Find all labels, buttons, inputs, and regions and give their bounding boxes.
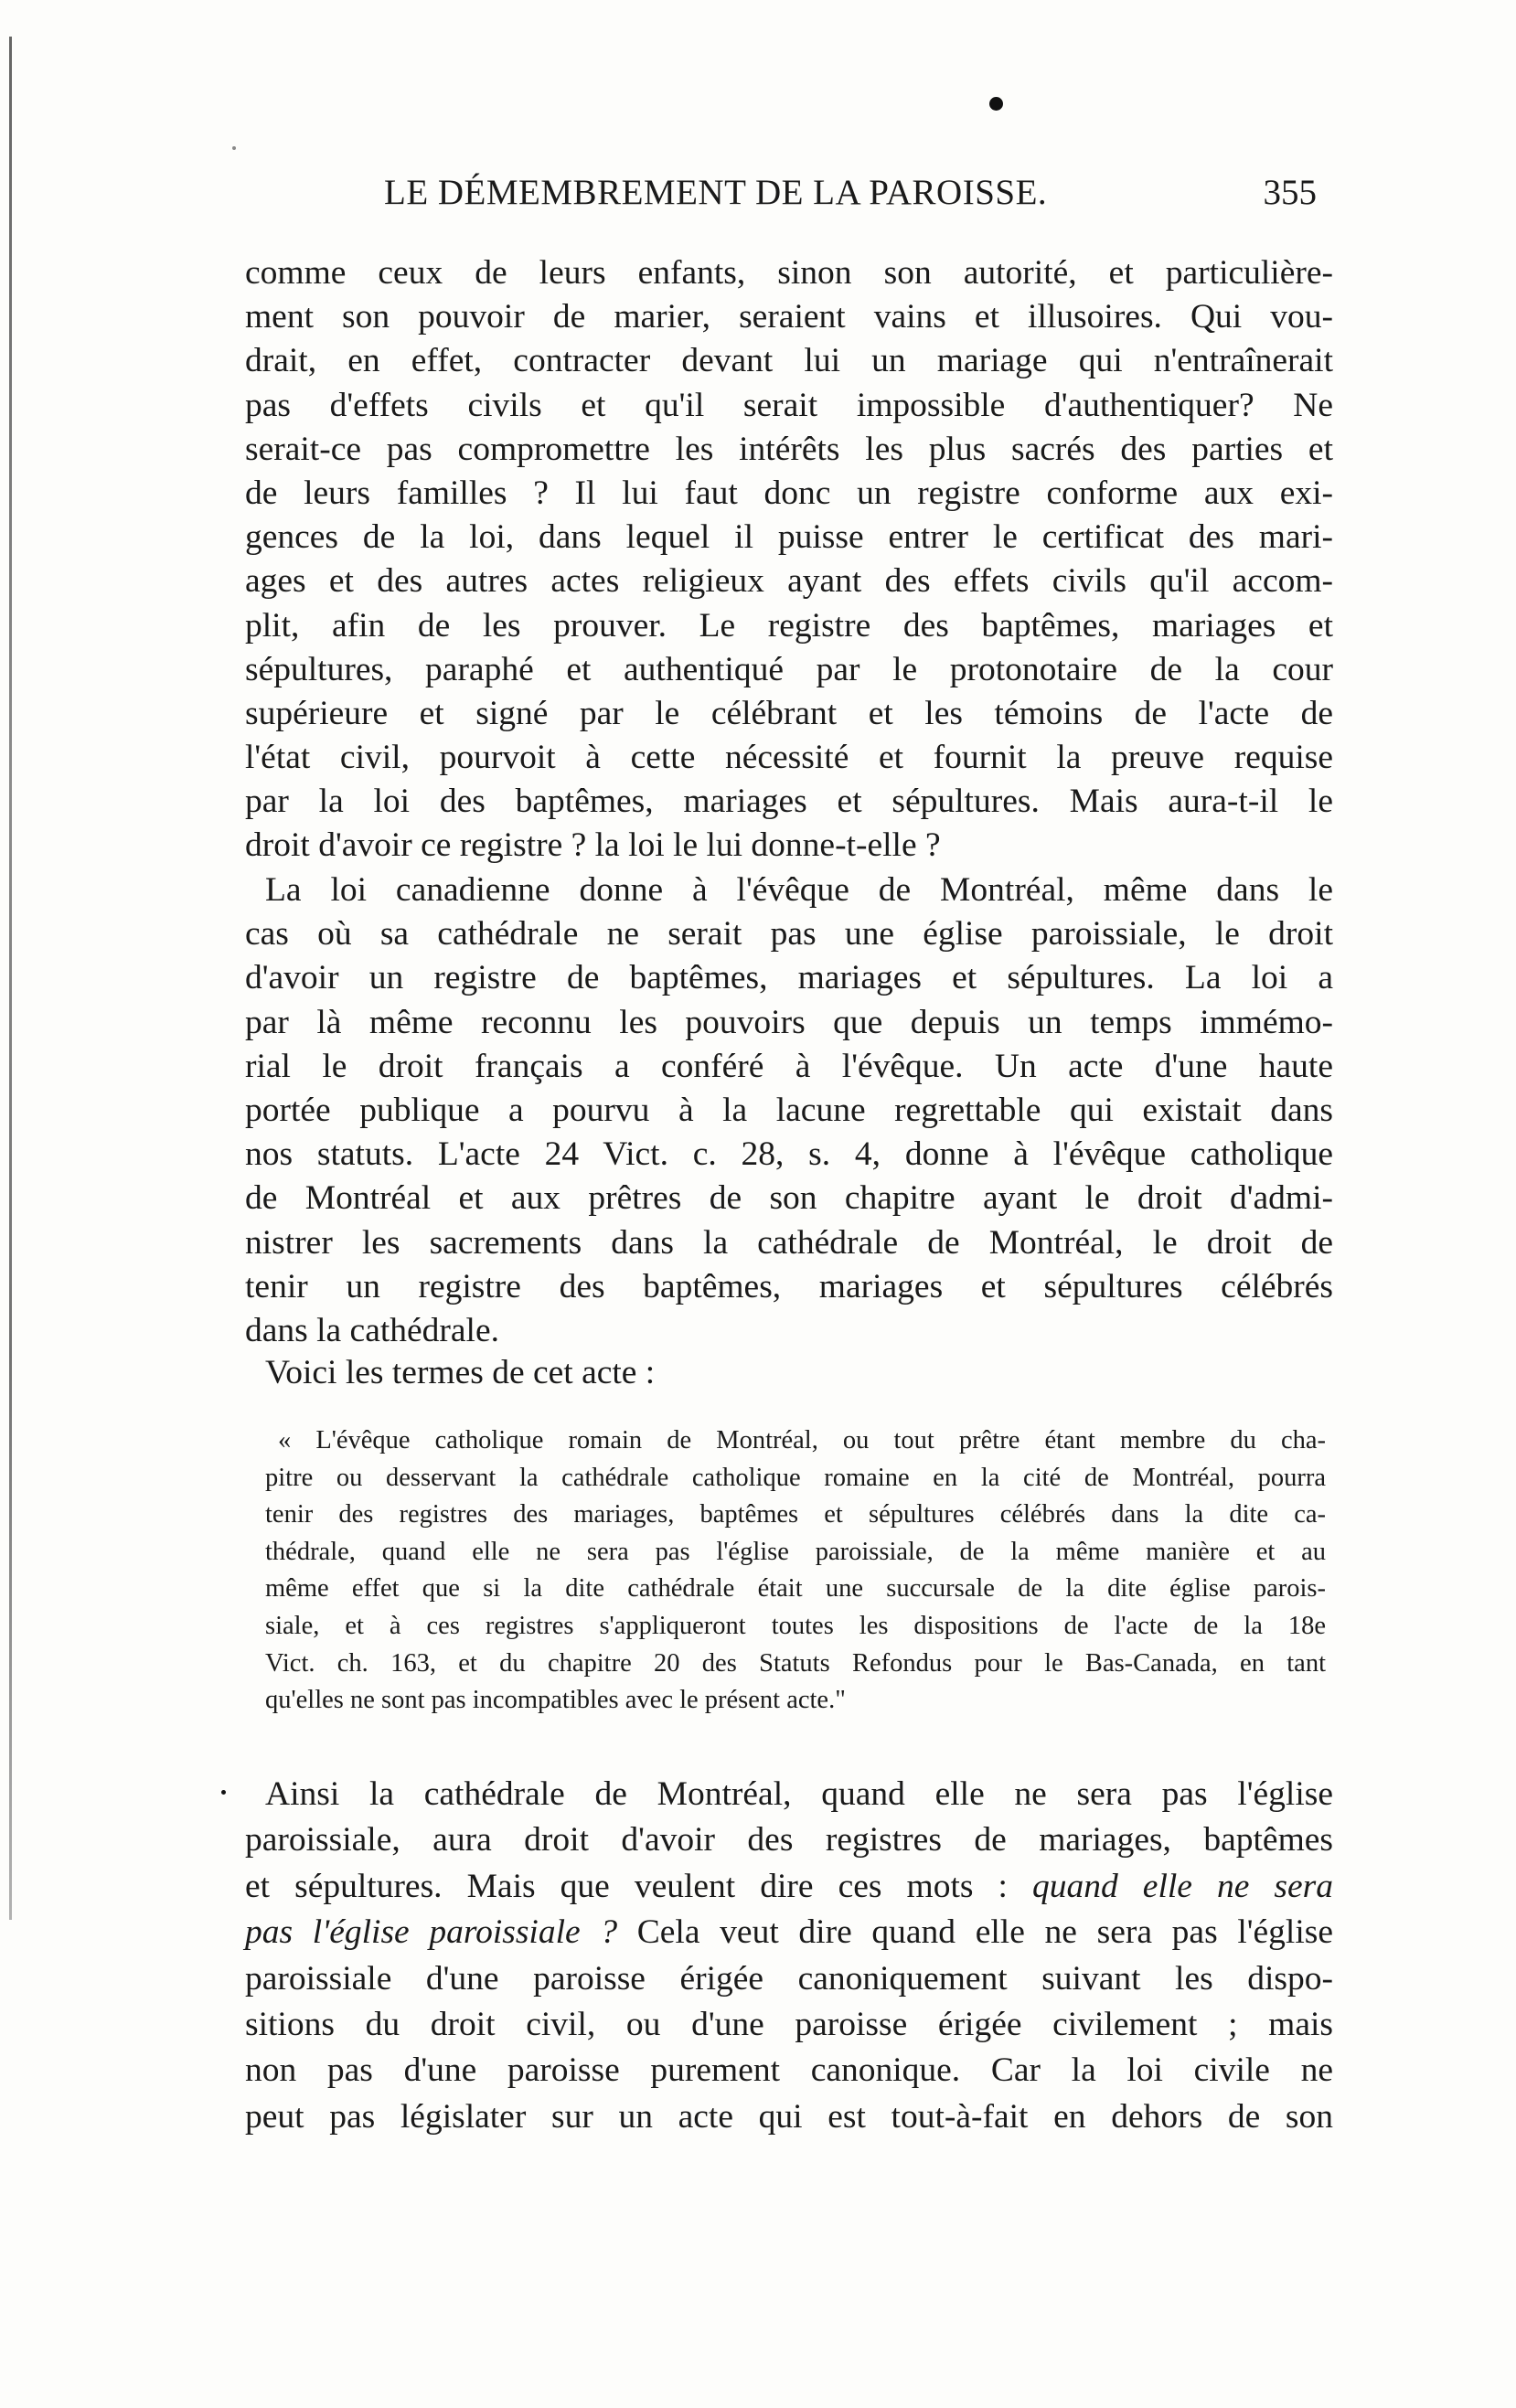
paragraph-2 bbox=[245, 868, 1333, 1353]
text-line: d'avoir un registre de baptêmes, mariages et sépultures. La loi a bbox=[245, 959, 1333, 997]
text-line: nos statuts. L'acte 24 Vict. c. 28, s. 4, donne à l'évêque catholique bbox=[245, 1135, 1333, 1174]
page-number: 355 bbox=[1263, 173, 1317, 212]
ink-speck bbox=[232, 146, 236, 150]
text-line: rial le droit français a conféré à l'évêque. Un acte d'une haute bbox=[245, 1047, 1333, 1085]
text-line: ages et des autres actes religieux ayant des effets civils qu'il accom- bbox=[245, 562, 1333, 601]
text-line: dans la cathédrale. bbox=[245, 1311, 499, 1349]
text-line: supérieure et signé par le célébrant et les témoins de l'acte de bbox=[245, 694, 1333, 732]
text-line: Ainsi la cathédrale de Montréal, quand elle ne sera pas l'église bbox=[265, 1775, 1333, 1813]
text-line: ment son pouvoir de marier, seraient vains et illusoires. Qui vou- bbox=[245, 298, 1333, 336]
text-line: par la loi des baptêmes, mariages et sépultures. Mais aura-t-il le bbox=[245, 783, 1333, 821]
ink-dot bbox=[989, 97, 1003, 111]
text-line: Voici les termes de cet acte : bbox=[265, 1354, 656, 1391]
text-run: Cela veut dire quand elle ne sera pas l'église bbox=[617, 1913, 1333, 1952]
text-line: drait, en effet, contracter devant lui un mariage qui n'entraînerait bbox=[245, 342, 1333, 380]
text-line: paroissiale, aura droit d'avoir des registres de mariages, baptêmes bbox=[245, 1821, 1333, 1859]
page-edge-shadow bbox=[9, 37, 12, 1920]
quote-line: pitre ou desservant la cathédrale catholique romaine en la cité de Montréal, pourra bbox=[265, 1463, 1326, 1492]
text-line: de leurs familles ? Il lui faut donc un registre conforme aux exi- bbox=[245, 474, 1333, 512]
paragraph-3 bbox=[245, 1351, 1333, 1395]
paragraph-1 bbox=[245, 251, 1333, 868]
text-line bbox=[245, 1910, 1333, 1955]
text-line: de Montréal et aux prêtres de son chapitre ayant le droit d'admi- bbox=[245, 1179, 1333, 1218]
text-line: pas d'effets civils et qu'il serait impossible d'authentiquer? Ne bbox=[245, 386, 1333, 424]
text-line: serait-ce pas compromettre les intérêts les plus sacrés des parties et bbox=[245, 430, 1333, 468]
italic-phrase: quand elle ne sera bbox=[1032, 1867, 1334, 1905]
text-line: plit, afin de les prouver. Le registre des baptêmes, mariages et bbox=[245, 606, 1333, 645]
quote-line: Vict. ch. 163, et du chapitre 20 des Statuts Refondus pour le Bas-Canada, en tant bbox=[265, 1648, 1326, 1678]
text-line: portée publique a pourvu à la lacune regrettable qui existait dans bbox=[245, 1091, 1333, 1129]
text-run: et sépultures. Mais que veulent dire ces mots : bbox=[245, 1867, 1032, 1905]
text-line: sépultures, paraphé et authentiqué par le protonotaire de la cour bbox=[245, 650, 1333, 688]
block-quote bbox=[265, 1422, 1326, 1720]
text-line: droit d'avoir ce registre ? la loi le lui donne-t-elle ? bbox=[245, 826, 941, 865]
text-line: La loi canadienne donne à l'évêque de Montréal, même dans le bbox=[265, 871, 1333, 909]
paragraph-4 bbox=[245, 1772, 1333, 2140]
text-line: peut pas législater sur un acte qui est tout-à-fait en dehors de son bbox=[245, 2097, 1333, 2136]
quote-line: siale, et à ces registres s'appliqueront toutes les dispositions de l'acte de la 18e bbox=[265, 1611, 1326, 1640]
running-title: LE DÉMEMBREMENT DE LA PAROISSE. bbox=[384, 173, 1048, 212]
text-line: comme ceux de leurs enfants, sinon son autorité, et particulière- bbox=[245, 254, 1333, 292]
text-line: non pas d'une paroisse purement canonique. Car la loi civile ne bbox=[245, 2051, 1333, 2090]
text-line: nistrer les sacrements dans la cathédrale de Montréal, le droit de bbox=[245, 1223, 1333, 1262]
quote-line: « L'évêque catholique romain de Montréal, ou tout prêtre étant membre du cha- bbox=[278, 1426, 1326, 1454]
italic-phrase: pas l'église paroissiale ? bbox=[245, 1913, 618, 1952]
quote-line: tenir des registres des mariages, baptêmes et sépultures célébrés dans la dite ca- bbox=[265, 1500, 1326, 1529]
text-line: tenir un registre des baptêmes, mariages et sépultures célébrés bbox=[245, 1267, 1333, 1305]
page-header bbox=[238, 172, 1335, 227]
text-line: paroissiale d'une paroisse érigée canoniquement suivant les dispo- bbox=[245, 1959, 1333, 1998]
quote-line: qu'elles ne sont pas incompatibles avec le présent acte." bbox=[265, 1686, 846, 1715]
margin-mark bbox=[221, 1790, 226, 1795]
text-line bbox=[245, 1864, 1333, 1910]
text-line: l'état civil, pourvoit à cette nécessité et fournit la preuve requise bbox=[245, 739, 1333, 777]
quote-line: même effet que si la dite cathédrale était une succursale de la dite église parois- bbox=[265, 1574, 1326, 1604]
text-line: sitions du droit civil, ou d'une paroisse érigée civilement ; mais bbox=[245, 2005, 1333, 2043]
quote-line: thédrale, quand elle ne sera pas l'église paroissiale, de la même manière et au bbox=[265, 1537, 1326, 1566]
text-line: gences de la loi, dans lequel il puisse entrer le certificat des mari- bbox=[245, 518, 1333, 557]
text-line: cas où sa cathédrale ne serait pas une église paroissiale, le droit bbox=[245, 915, 1333, 954]
text-line: par là même reconnu les pouvoirs que depuis un temps immémo- bbox=[245, 1003, 1333, 1041]
